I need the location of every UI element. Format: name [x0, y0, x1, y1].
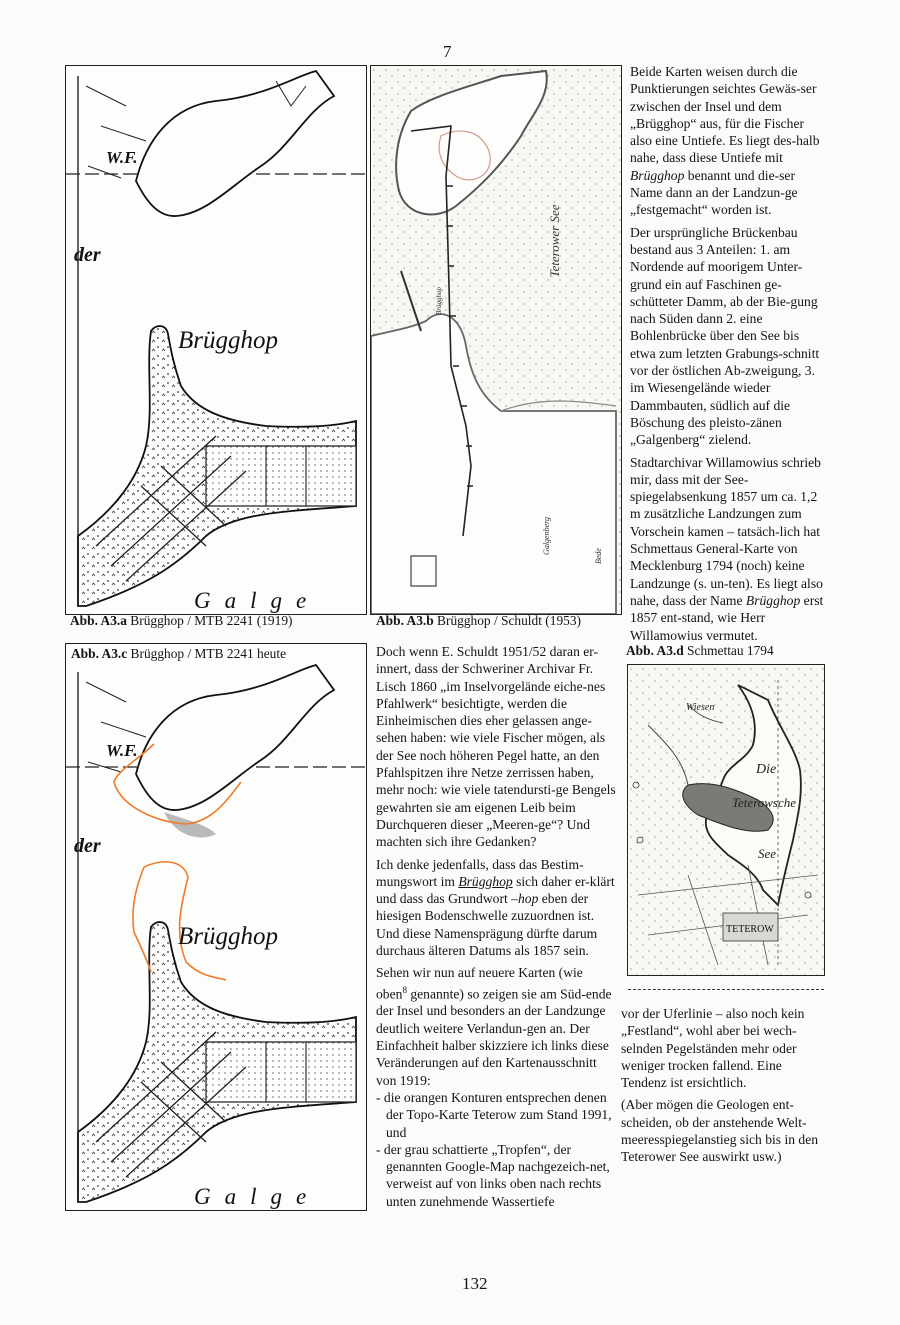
figure-a3c-caption-text: Brügghop / MTB 2241 heute — [130, 646, 287, 661]
figure-a3c-id: Abb. A3.c — [71, 646, 128, 661]
map-label-brugghop: Brügghop — [178, 923, 278, 950]
map-label-teterowsche: Teterowsche — [732, 795, 797, 810]
figure-a3c-map — [65, 643, 367, 1211]
map-label-wf: W.F. — [106, 148, 138, 167]
figure-a3c-caption — [71, 646, 286, 662]
map-label-die: Die — [756, 762, 777, 777]
figure-a3b-caption-text: Brügghop / Schuldt (1953) — [437, 613, 581, 628]
bullet-list — [376, 1089, 616, 1210]
figure-a3a-map — [65, 65, 367, 615]
map-label-galge: Galge — [194, 1184, 321, 1209]
map-label-brugghop: Brügghop — [178, 327, 278, 354]
figure-a3d-id: Abb. A3.d — [626, 643, 684, 658]
list-item: - die orangen Konturen entsprechen denen der Topo-Karte Teterow zum Stand 1991, und — [376, 1089, 612, 1140]
map-label-der: der — [74, 835, 101, 857]
map-1919-illustration — [66, 66, 366, 614]
paragraph: Sehen wir nun auf neuere Karten (wie oben$^8$ genannte) so zeigen sie am Süd-ende der Insel und besonders an der Landzunge deutlich weitere Verlandun-gen an. Der Einfachheit halber skizziere ich links diese Veränderungen auf den Kartenausschnitt von 1919: — [376, 965, 612, 1088]
page-footer-number: 132 — [462, 1274, 488, 1293]
map-label-galge: Galge — [194, 588, 321, 613]
figure-a3d-caption-text: Schmettau 1794 — [687, 643, 774, 658]
page-header-number: 7 — [443, 42, 452, 61]
orange-contour-landtongue — [133, 862, 226, 980]
paragraph: (Aber mögen die Geologen ent-scheiden, ob der anstehende Welt-meeresspiegelanstieg sich bis in den Teterower See auswirkt usw.) — [621, 1097, 819, 1165]
dashed-divider — [628, 989, 824, 990]
map-1794-illustration — [628, 665, 824, 975]
list-item: - der grau schattierte „Tropfen“, der genannten Google-Map nachgezeich-net, verweist auf von links oben nach rechts unten zunehmende Wassertiefe — [376, 1141, 610, 1209]
map-label-galgenberg: Galgenberg — [542, 517, 551, 555]
text-column-right-top — [630, 63, 825, 649]
map-label-teterower-see: Teterower See — [547, 204, 562, 278]
figure-a3a-caption — [70, 613, 292, 629]
figure-a3b-id: Abb. A3.b — [376, 613, 434, 628]
map-1953-illustration — [371, 66, 621, 614]
map-label-teterow: TETEROW — [726, 924, 774, 935]
map-label-brugghop-small: Brügghop — [435, 287, 443, 315]
figure-a3a-caption-text: Brügghop / MTB 2241 (1919) — [130, 613, 293, 628]
map-label-see: See — [758, 846, 777, 861]
map-label-wf: W.F. — [106, 741, 138, 760]
paragraph: Beide Karten weisen durch die Punktierungen seichtes Gewäs-ser zwischen der Insel und dem „Brügghop“ aus, für die Fischer also eine Untiefe. Es liegt des-halb nahe, dass diese Untiefe mit Brügghop benannt und die-ser Name dann an der Landzun-ge „festgemacht“ worden ist. — [630, 64, 820, 218]
paragraph: Stadtarchivar Willamowius schrieb mir, dass mit der See-spiegelabsenkung 1857 um ca. 1,2 m zusätzliche Landzungen zum Vorschein kamen – tatsäch-lich hat Schmettaus General-Karte von Mecklenburg 1794 (noch) keine Landzunge (s. un-ten). Es liegt also nahe, dass der Name Brügghop erst 1857 ent-stand, wie Herr Willamowius vermutet. — [630, 454, 824, 643]
figure-a3b-caption — [376, 613, 581, 629]
paragraph: vor der Uferlinie – also noch kein „Festland“, wohl aber bei wech-selnden Pegelständen mehr oder weniger trocken fallend. Eine Tendenz ist ersichtlich. — [621, 1006, 805, 1091]
text-column-middle — [376, 643, 616, 1210]
map-label-der: der — [74, 244, 101, 266]
figure-a3b-map — [370, 65, 622, 615]
figure-a3d-map — [627, 664, 825, 976]
figure-a3a-id: Abb. A3.a — [70, 613, 127, 628]
map-label-wiesen: Wiesen — [686, 702, 715, 713]
map-label-bede: Bede — [594, 548, 603, 564]
map-1919-annotated-illustration — [66, 662, 366, 1210]
text-column-right-bottom — [621, 1005, 823, 1171]
paragraph: Ich denke jedenfalls, dass das Bestim-mungswort im Brügghop sich daher er-klärt und dass das Grundwort –hop eben der hiesigen Bodenschwelle zuzuordnen ist. Und diese Namensprägung dürfte darum durchaus älteren Datums als 1857 sein. — [376, 856, 615, 959]
paragraph: Der ursprüngliche Brückenbau bestand aus 3 Anteilen: 1. am Nordende auf moorigem Unter-grund ein auf Faschinen ge-schütteter Damm, ab der Bie-gung nach Süden dann 2. eine Bohlenbrücke über den See bis etwa zum letzten Grabungs-schnitt vor der östlichen Ab-zweigung, 3. im Wiesengelände wieder Dammbauten, südlich auf die Böschung des pleisto-zänen „Galgenberg“ zielend. — [630, 224, 820, 448]
figure-a3d-caption — [626, 643, 774, 659]
paragraph: Doch wenn E. Schuldt 1951/52 daran er-innert, dass der Schweriner Archivar Fr. Lisch 1860 „im Inselvorgelände eiche-nes Pfahlwerk“ besichtigte, werden die Einheimischen dies eher gelassen ange-sehen haben: wie viele Fischer mögen, als der See noch höheren Pegel hatte, an den Pfahlspitzen ihre Netze zerrissen haben, mehr noch: wie viele tatendursti-ge Bengels gewahrten sie am eigenen Leib beim Durchqueren dieser „Meeren-ge“? Und machten sich ihre Gedanken? — [376, 644, 616, 850]
